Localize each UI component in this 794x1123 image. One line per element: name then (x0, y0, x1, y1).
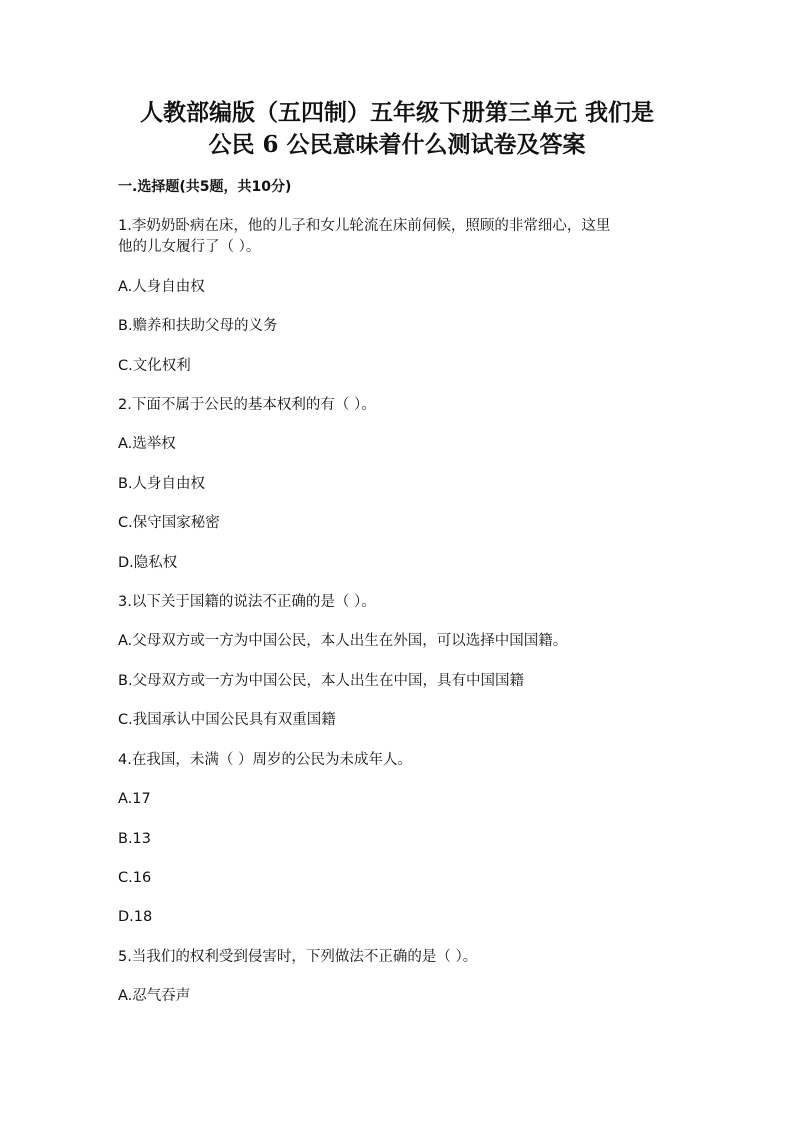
question-1-stem-line-2: 他的儿女履行了（ ）。 (118, 239, 261, 255)
page-title-line-2: 公民 6 公民意味着什么测试卷及答案 (208, 131, 586, 158)
question-4-option-d: D.18 (118, 909, 153, 925)
question-2-stem: 2.下面不属于公民的基本权利的有（ ）。 (118, 397, 376, 413)
question-4-stem: 4.在我国，未满（ ）周岁的公民为未成年人。 (118, 752, 412, 768)
question-2-option-b: B.人身自由权 (118, 476, 206, 492)
question-4-option-a: A.17 (118, 791, 151, 807)
question-3-option-b: B.父母双方或一方为中国公民，本人出生在中国，具有中国国籍 (118, 673, 525, 689)
question-3-option-a: A.父母双方或一方为中国公民，本人出生在外国，可以选择中国国籍。 (118, 633, 568, 649)
section-heading: 一.选择题(共5题，共10分) (118, 179, 292, 195)
question-2-option-a: A.选举权 (118, 436, 176, 452)
question-5-option-a: A.忍气吞声 (118, 988, 191, 1004)
question-3-stem: 3.以下关于国籍的说法不正确的是（ ）。 (118, 594, 376, 610)
question-3-option-c: C.我国承认中国公民具有双重国籍 (118, 712, 336, 728)
question-1-option-c: C.文化权利 (118, 358, 191, 374)
question-5-stem: 5.当我们的权利受到侵害时，下列做法不正确的是（ ）。 (118, 949, 478, 965)
question-4-option-b: B.13 (118, 831, 152, 847)
question-1-option-b: B.赡养和扶助父母的义务 (118, 318, 278, 334)
page-title-line-1: 人教部编版（五四制）五年级下册第三单元 我们是 (139, 99, 654, 126)
question-1-stem-line-1: 1.李奶奶卧病在床，他的儿子和女儿轮流在床前伺候，照顾的非常细心，这里 (118, 218, 611, 234)
question-2-option-d: D.隐私权 (118, 555, 178, 571)
question-4-option-c: C.16 (118, 870, 152, 886)
question-2-option-c: C.保守国家秘密 (118, 515, 220, 531)
question-1-option-a: A.人身自由权 (118, 279, 205, 295)
